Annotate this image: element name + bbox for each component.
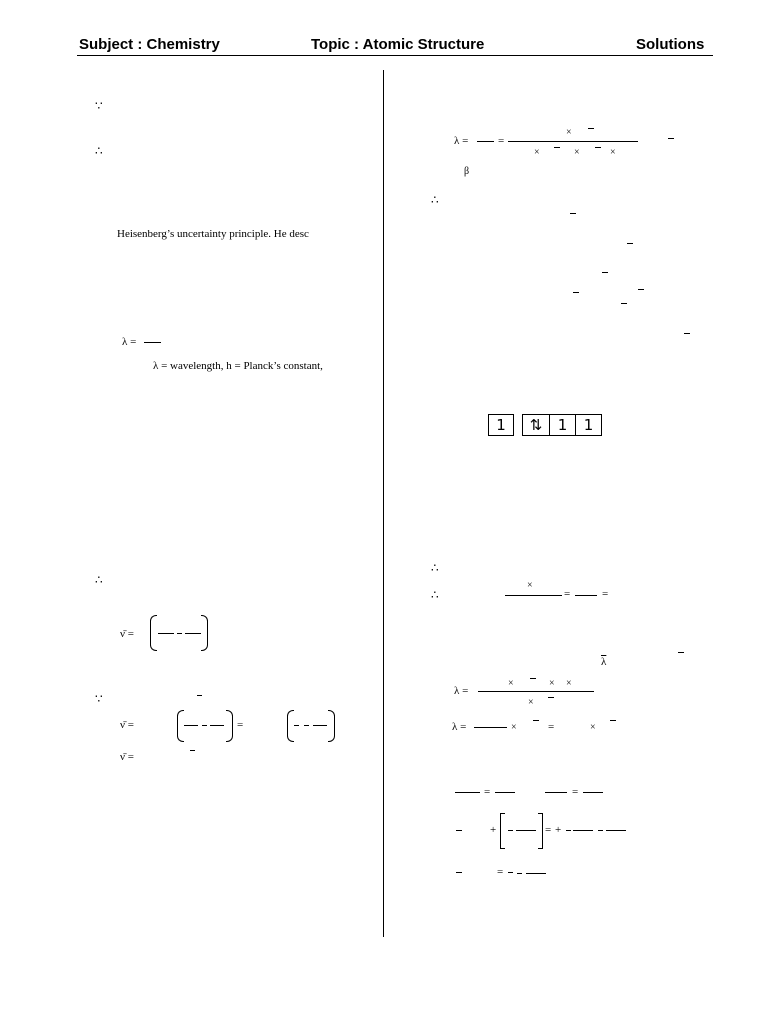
minus-sign bbox=[177, 633, 182, 634]
lambda-definition: λ = wavelength, h = Planck’s constant, bbox=[153, 360, 323, 372]
orbital-electron: 1 bbox=[549, 415, 575, 435]
orbital-paired-electrons: ⇅ bbox=[529, 416, 543, 434]
orbital-electron: 1 bbox=[575, 415, 601, 435]
therefore-symbol: ∴ bbox=[95, 144, 103, 158]
fraction-bar bbox=[478, 691, 594, 692]
minus-sign bbox=[508, 830, 513, 831]
equals-sign: = bbox=[572, 786, 579, 798]
times-sign: × bbox=[527, 580, 533, 591]
fraction-bar bbox=[210, 725, 224, 726]
fraction-bar bbox=[313, 725, 327, 726]
minus-sign bbox=[595, 147, 601, 148]
beta-symbol: β bbox=[464, 166, 470, 177]
since-symbol: ∵ bbox=[95, 692, 103, 706]
equals-sign: = bbox=[497, 866, 504, 878]
minus-sign bbox=[294, 725, 299, 726]
minus-sign bbox=[602, 272, 608, 273]
minus-sign bbox=[456, 830, 462, 831]
minus-sign bbox=[678, 652, 684, 653]
orbital-electron: 1 bbox=[496, 416, 506, 434]
fraction-bar bbox=[505, 595, 562, 596]
plus-sign: + bbox=[490, 824, 497, 836]
minus-sign bbox=[566, 830, 571, 831]
times-sign: × bbox=[590, 722, 596, 733]
column-divider bbox=[383, 70, 384, 937]
minus-sign bbox=[621, 303, 627, 304]
orbital-box-p bbox=[522, 414, 602, 436]
minus-sign bbox=[573, 292, 579, 293]
fraction-bar bbox=[575, 595, 597, 596]
minus-sign bbox=[610, 720, 616, 721]
minus-sign bbox=[508, 872, 513, 873]
equals-sign: = bbox=[548, 721, 555, 733]
times-sign: × bbox=[574, 147, 580, 158]
orbital-box-s bbox=[488, 414, 514, 436]
heisenberg-text: Heisenberg’s uncertainty principle. He desc bbox=[117, 228, 309, 240]
minus-sign bbox=[627, 243, 633, 244]
minus-sign bbox=[533, 720, 539, 721]
right-parenthesis bbox=[328, 710, 335, 742]
times-sign: × bbox=[508, 678, 514, 689]
left-parenthesis bbox=[177, 710, 184, 742]
header-rule bbox=[77, 55, 713, 56]
de-broglie-equation: λ = bbox=[122, 336, 137, 348]
equals-sign: = bbox=[602, 588, 609, 600]
fraction-bar bbox=[184, 725, 198, 726]
times-sign: × bbox=[534, 147, 540, 158]
left-parenthesis bbox=[150, 615, 157, 651]
fraction-bar bbox=[545, 792, 567, 793]
plus-sign: + bbox=[555, 824, 562, 836]
minus-sign bbox=[548, 697, 554, 698]
wavenumber-equation: ν̄ = bbox=[120, 719, 134, 731]
left-bracket bbox=[500, 813, 505, 849]
equals-sign: = bbox=[484, 786, 491, 798]
right-bracket bbox=[538, 813, 543, 849]
minus-sign bbox=[530, 678, 536, 679]
equals-sign: = bbox=[564, 588, 571, 600]
times-sign: × bbox=[566, 678, 572, 689]
times-sign: × bbox=[511, 722, 517, 733]
equals-sign: = bbox=[498, 135, 505, 147]
minus-sign bbox=[598, 830, 603, 831]
minus-sign bbox=[190, 750, 195, 751]
lambda-bar-symbol: $\overline{\lambda}$ bbox=[601, 656, 607, 668]
minus-sign bbox=[684, 333, 690, 334]
equals-sign: = bbox=[545, 824, 552, 836]
fraction-bar bbox=[606, 830, 626, 831]
topic-heading: Topic : Atomic Structure bbox=[311, 36, 485, 53]
equals-sign: = bbox=[237, 719, 244, 731]
fraction-bar bbox=[508, 141, 638, 142]
right-parenthesis bbox=[201, 615, 208, 651]
minus-sign bbox=[570, 213, 576, 214]
wavelength-equation: λ = bbox=[454, 135, 469, 147]
solutions-heading: Solutions bbox=[636, 36, 705, 53]
therefore-symbol: ∴ bbox=[95, 573, 103, 587]
fraction-bar bbox=[526, 873, 546, 874]
subject-heading: Subject : Chemistry bbox=[79, 36, 220, 53]
minus-sign bbox=[668, 138, 674, 139]
fraction-bar bbox=[495, 792, 515, 793]
fraction-bar bbox=[516, 830, 536, 831]
minus-sign bbox=[588, 128, 594, 129]
wavenumber-equation: ν̄ = bbox=[120, 628, 134, 640]
minus-sign bbox=[554, 147, 560, 148]
minus-sign bbox=[456, 872, 462, 873]
minus-sign bbox=[202, 725, 207, 726]
wavelength-equation: λ = bbox=[454, 685, 469, 697]
fraction-bar bbox=[583, 792, 603, 793]
minus-sign bbox=[517, 873, 522, 874]
wavenumber-result: ν̄ = bbox=[120, 751, 134, 763]
wavelength-equation: λ = bbox=[452, 721, 467, 733]
fraction-bar bbox=[477, 141, 494, 142]
therefore-symbol: ∴ bbox=[431, 588, 439, 602]
left-parenthesis bbox=[287, 710, 294, 742]
minus-sign bbox=[197, 695, 202, 696]
times-sign: × bbox=[566, 127, 572, 138]
fraction-bar bbox=[455, 792, 480, 793]
minus-sign bbox=[304, 725, 309, 726]
times-sign: × bbox=[528, 697, 534, 708]
therefore-symbol: ∴ bbox=[431, 193, 439, 207]
right-parenthesis bbox=[226, 710, 233, 742]
since-symbol: ∵ bbox=[95, 99, 103, 113]
times-sign: × bbox=[610, 147, 616, 158]
fraction-bar bbox=[158, 633, 174, 634]
fraction-bar bbox=[474, 727, 507, 728]
fraction-bar bbox=[573, 830, 593, 831]
minus-sign bbox=[638, 289, 644, 290]
therefore-symbol: ∴ bbox=[431, 561, 439, 575]
fraction-bar bbox=[185, 633, 201, 634]
fraction-bar bbox=[144, 342, 161, 343]
times-sign: × bbox=[549, 678, 555, 689]
